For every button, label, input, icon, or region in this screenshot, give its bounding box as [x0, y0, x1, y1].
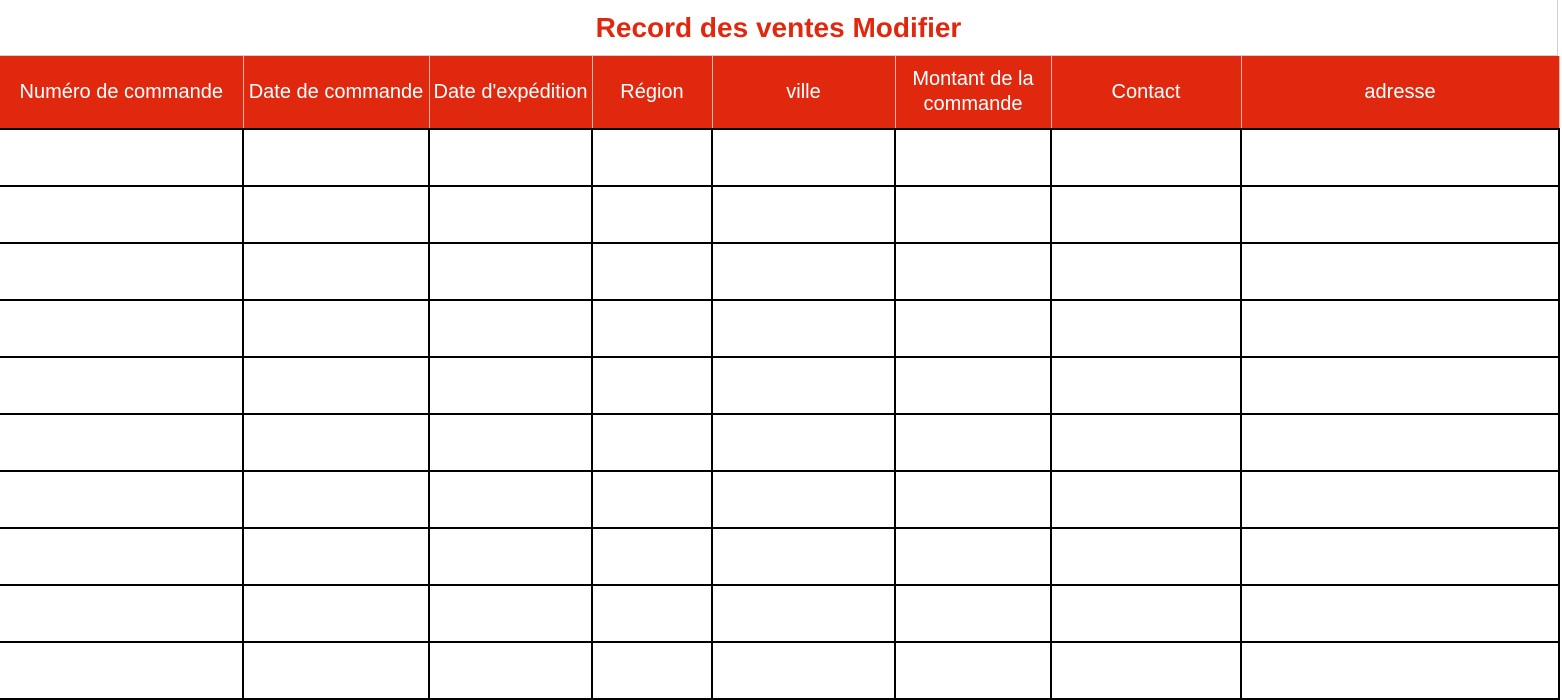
table-row [0, 642, 1559, 699]
sheet-title: Record des ventes Modifier [595, 11, 962, 43]
table-cell[interactable] [243, 414, 429, 471]
table-cell[interactable] [712, 129, 895, 186]
table-cell[interactable] [429, 129, 592, 186]
column-header-address[interactable]: adresse [1241, 56, 1559, 129]
table-cell[interactable] [243, 129, 429, 186]
table-cell[interactable] [429, 471, 592, 528]
table-cell[interactable] [1051, 243, 1241, 300]
table-cell[interactable] [712, 357, 895, 414]
table-row [0, 357, 1559, 414]
table-cell[interactable] [1051, 414, 1241, 471]
table-cell[interactable] [1051, 129, 1241, 186]
table-cell[interactable] [895, 186, 1051, 243]
table-cell[interactable] [1241, 357, 1559, 414]
table-cell[interactable] [429, 186, 592, 243]
table-cell[interactable] [1051, 528, 1241, 585]
table-cell[interactable] [1051, 186, 1241, 243]
table-row [0, 471, 1559, 528]
column-header-order-date[interactable]: Date de commande [243, 56, 429, 129]
table-cell[interactable] [243, 186, 429, 243]
table-cell[interactable] [243, 357, 429, 414]
column-header-city[interactable]: ville [712, 56, 895, 129]
table-cell[interactable] [895, 243, 1051, 300]
table-cell[interactable] [895, 585, 1051, 642]
table-cell[interactable] [429, 300, 592, 357]
table-cell[interactable] [243, 471, 429, 528]
table-cell[interactable] [895, 300, 1051, 357]
table-cell[interactable] [1051, 585, 1241, 642]
table-cell[interactable] [1241, 528, 1559, 585]
table-cell[interactable] [0, 357, 243, 414]
table-cell[interactable] [0, 414, 243, 471]
table-cell[interactable] [0, 471, 243, 528]
table-cell[interactable] [243, 642, 429, 699]
table-cell[interactable] [243, 300, 429, 357]
table-cell[interactable] [0, 585, 243, 642]
table-cell[interactable] [592, 528, 712, 585]
table-cell[interactable] [1241, 585, 1559, 642]
header-row [0, 56, 1559, 129]
table-cell[interactable] [1241, 129, 1559, 186]
table-row [0, 186, 1559, 243]
table-cell[interactable] [1241, 642, 1559, 699]
table-cell[interactable] [592, 642, 712, 699]
table-cell[interactable] [895, 528, 1051, 585]
table-cell[interactable] [1051, 471, 1241, 528]
table-cell[interactable] [895, 357, 1051, 414]
table-cell[interactable] [243, 585, 429, 642]
table-cell[interactable] [429, 414, 592, 471]
table-cell[interactable] [712, 300, 895, 357]
sheet-title-bar [0, 0, 1558, 56]
table-cell[interactable] [592, 243, 712, 300]
table-row [0, 129, 1559, 186]
table-cell[interactable] [712, 186, 895, 243]
table-cell[interactable] [0, 528, 243, 585]
table-cell[interactable] [712, 471, 895, 528]
table-row [0, 414, 1559, 471]
table-row [0, 528, 1559, 585]
table-cell[interactable] [592, 300, 712, 357]
table-cell[interactable] [1241, 243, 1559, 300]
table-cell[interactable] [895, 642, 1051, 699]
table-cell[interactable] [592, 186, 712, 243]
table-cell[interactable] [712, 414, 895, 471]
table-cell[interactable] [592, 129, 712, 186]
table-cell[interactable] [712, 642, 895, 699]
table-row [0, 243, 1559, 300]
table-cell[interactable] [0, 642, 243, 699]
table-cell[interactable] [1051, 357, 1241, 414]
table-cell[interactable] [0, 186, 243, 243]
table-cell[interactable] [429, 642, 592, 699]
table-cell[interactable] [592, 471, 712, 528]
table-cell[interactable] [1241, 471, 1559, 528]
table-cell[interactable] [1241, 186, 1559, 243]
table-cell[interactable] [0, 300, 243, 357]
table-cell[interactable] [895, 471, 1051, 528]
table-body [0, 129, 1559, 699]
table-cell[interactable] [1051, 300, 1241, 357]
table-cell[interactable] [895, 129, 1051, 186]
table-cell[interactable] [712, 528, 895, 585]
table-cell[interactable] [429, 528, 592, 585]
table-cell[interactable] [1241, 300, 1559, 357]
table-cell[interactable] [712, 585, 895, 642]
table-cell[interactable] [592, 585, 712, 642]
table-cell[interactable] [895, 414, 1051, 471]
table-cell[interactable] [1051, 642, 1241, 699]
table-cell[interactable] [1241, 414, 1559, 471]
column-header-order-amount[interactable]: Montant de la commande [895, 56, 1051, 129]
table-row [0, 585, 1559, 642]
column-header-ship-date[interactable]: Date d'expédition [429, 56, 592, 129]
table-row [0, 300, 1559, 357]
table-cell[interactable] [592, 414, 712, 471]
column-header-region[interactable]: Région [592, 56, 712, 129]
table-cell[interactable] [0, 243, 243, 300]
column-header-contact[interactable]: Contact [1051, 56, 1241, 129]
table-cell[interactable] [592, 357, 712, 414]
table-cell[interactable] [243, 528, 429, 585]
sales-record-table [0, 56, 1560, 700]
table-cell[interactable] [429, 585, 592, 642]
table-cell[interactable] [429, 357, 592, 414]
table-cell[interactable] [243, 243, 429, 300]
table-cell[interactable] [712, 243, 895, 300]
table-cell[interactable] [429, 243, 592, 300]
column-header-order-number[interactable]: Numéro de commande [0, 56, 243, 129]
table-cell[interactable] [0, 129, 243, 186]
